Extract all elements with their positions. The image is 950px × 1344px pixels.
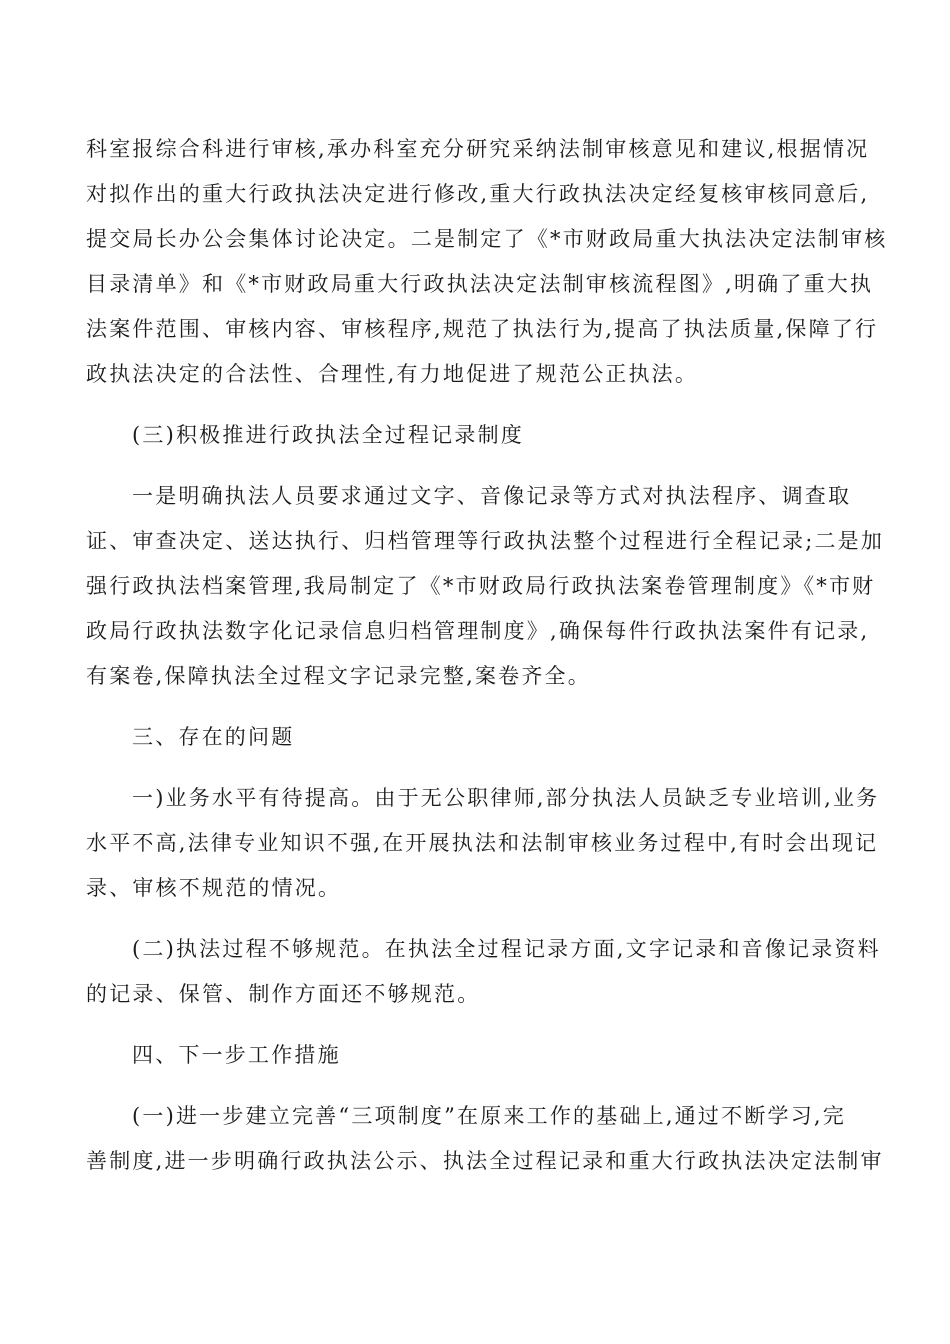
section-heading-next-steps: 四、下一步工作措施 bbox=[132, 1043, 341, 1067]
text-line: 善制度,进一步明确行政执法公示、执法全过程记录和重大行政执法决定法制审 bbox=[86, 1149, 884, 1173]
text-line: (一)进一步建立完善“三项制度”在原来工作的基础上,通过不断学习,完 bbox=[132, 1104, 847, 1128]
text-line: 法案件范围、审核内容、审核程序,规范了执法行为,提高了执法质量,保障了行 bbox=[86, 317, 879, 341]
subheading-full-process-recording: (三)积极推进行政执法全过程记录制度 bbox=[132, 423, 524, 447]
paragraph-full-process-recording bbox=[86, 474, 885, 699]
text-line: 提交局长办公会集体讨论决定。二是制定了《*市财政局重大执法决定法制审核 bbox=[86, 227, 888, 251]
text-line: 一)业务水平有待提高。由于无公职律师,部分执法人员缺乏专业培训,业务 bbox=[132, 786, 880, 810]
text-line: 科室报综合科进行审核,承办科室充分研究采纳法制审核意见和建议,根据情况 bbox=[86, 137, 870, 161]
paragraph-business-level bbox=[86, 776, 880, 911]
text-line: 录、审核不规范的情况。 bbox=[86, 876, 342, 900]
text-line: 政执法决定的合法性、合理性,有力地促进了规范公正执法。 bbox=[86, 362, 699, 386]
section-heading-existing-problems: 三、存在的问题 bbox=[132, 725, 295, 749]
text-line: 一是明确执法人员要求通过文字、音像记录等方式对执法程序、调查取 bbox=[132, 484, 852, 508]
document-body bbox=[86, 127, 888, 1184]
paragraph-three-systems bbox=[86, 1094, 884, 1184]
text-line: 政局行政执法数字化记录信息归档管理制度》,确保每件行政执法案件有记录, bbox=[86, 619, 870, 643]
paragraph-enforcement-process bbox=[86, 927, 881, 1017]
text-line: 目录清单》和《*市财政局重大行政执法决定法制审核流程图》,明确了重大执 bbox=[86, 272, 874, 296]
paragraph-legal-review-process bbox=[86, 127, 888, 397]
text-line: (二)执法过程不够规范。在执法全过程记录方面,文字记录和音像记录资料 bbox=[132, 937, 881, 961]
text-line: 强行政执法档案管理,我局制定了《*市财政局行政执法案卷管理制度》《*市财 bbox=[86, 574, 876, 598]
text-line: 有案卷,保障执法全过程文字记录完整,案卷齐全。 bbox=[86, 664, 591, 688]
text-line: 水平不高,法律专业知识不强,在开展执法和法制审核业务过程中,有时会出现记 bbox=[86, 831, 879, 855]
text-line: 证、审查决定、送达执行、归档管理等行政执法整个过程进行全程记录;二是加 bbox=[86, 529, 885, 553]
text-line: 的记录、保管、制作方面还不够规范。 bbox=[86, 982, 481, 1006]
text-line: 对拟作出的重大行政执法决定进行修改,重大行政执法决定经复核审核同意后, bbox=[86, 182, 870, 206]
